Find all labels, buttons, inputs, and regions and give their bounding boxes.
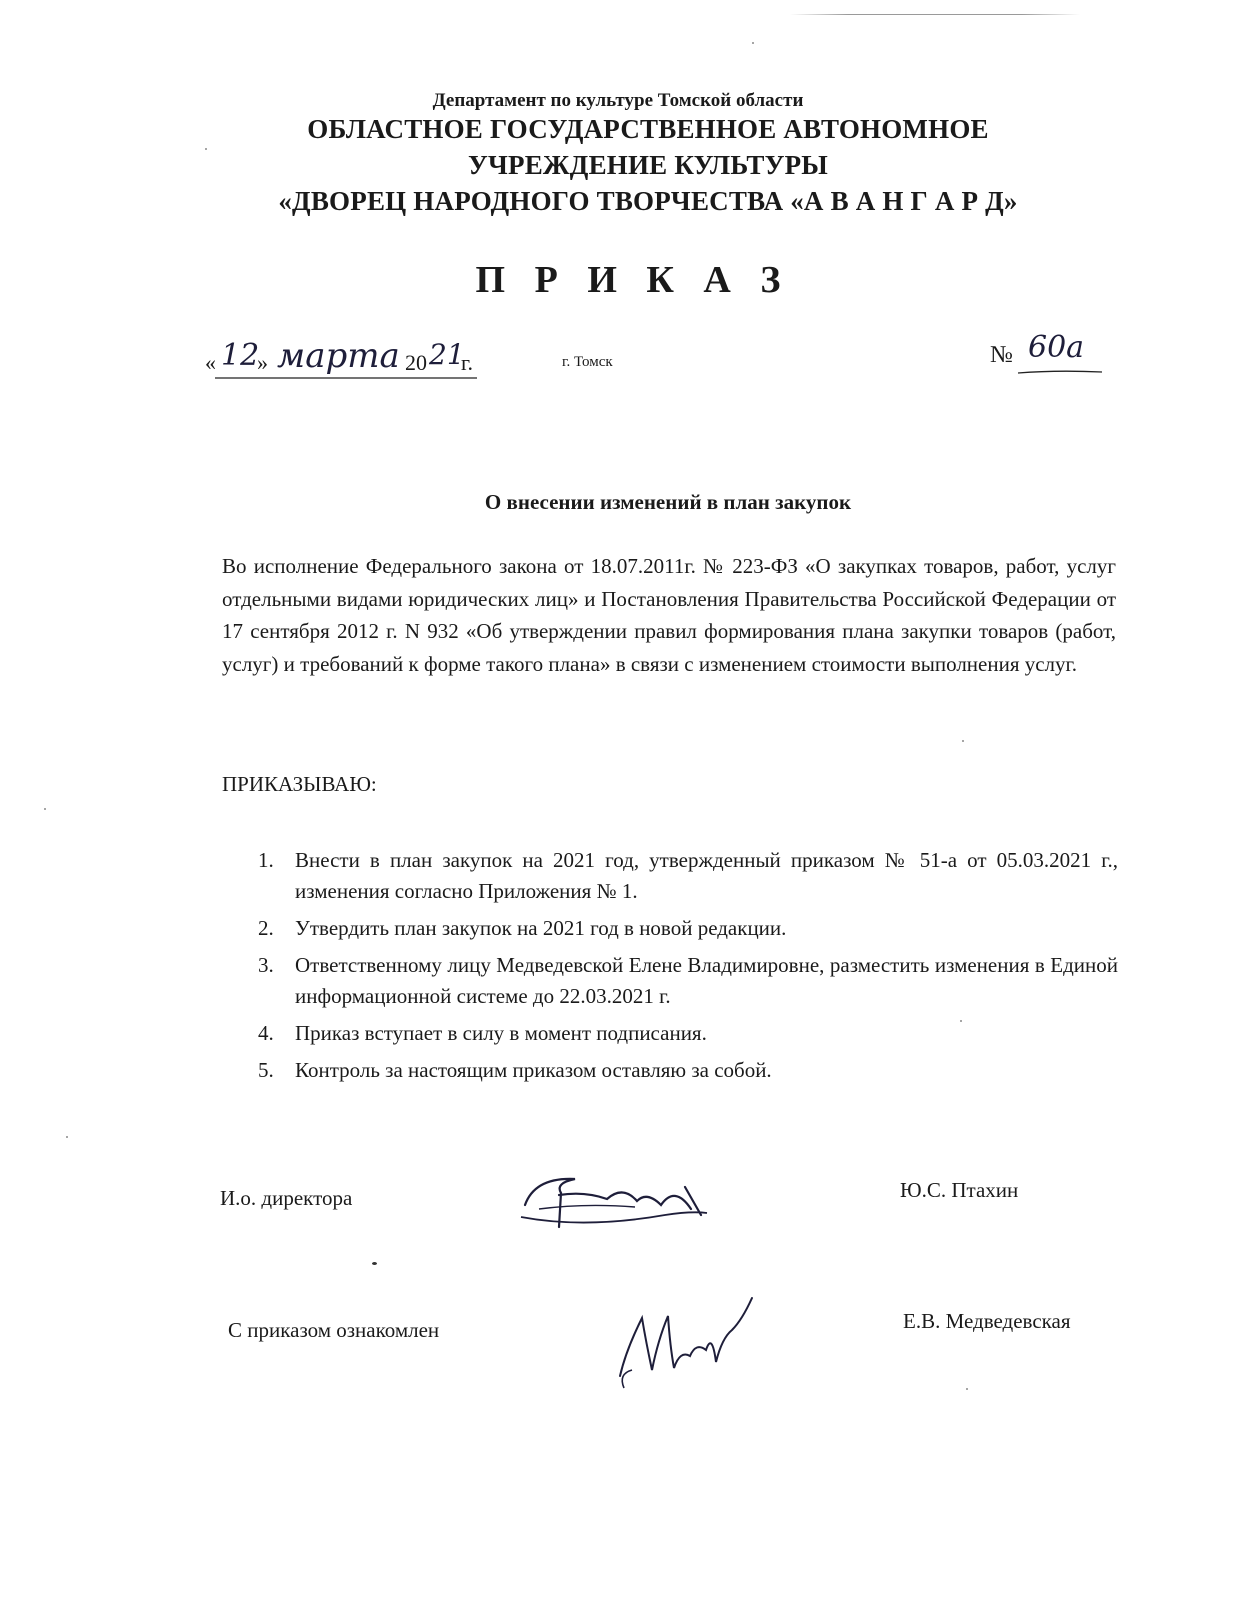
list-item <box>258 913 1118 944</box>
list-item-number: 5. <box>258 1058 274 1082</box>
scan-artifact-line <box>790 14 1080 15</box>
list-item-text: Контроль за настоящим приказом оставляю за собой. <box>295 1058 772 1082</box>
organization-line-2: УЧРЕЖДЕНИЕ КУЛЬТУРЫ <box>467 150 829 180</box>
employee-name: Е.В. Медведевская <box>903 1309 1071 1333</box>
list-item-text: Приказ вступает в силу в момент подписания. <box>295 1021 707 1045</box>
list-item <box>258 1018 1118 1049</box>
scan-speck <box>44 808 46 810</box>
list-item-text: Утвердить план закупок на 2021 год в новой редакции. <box>295 916 787 940</box>
scan-speck <box>66 1136 68 1138</box>
organization-line-3: «ДВОРЕЦ НАРОДНОГО ТВОРЧЕСТВА «А В А Н Г А Р Д» <box>278 186 1018 216</box>
order-number-handwritten: 60а <box>1028 330 1085 365</box>
order-number-underline <box>1016 370 1106 376</box>
scan-speck <box>962 740 964 742</box>
acknowledged-label: С приказом ознакомлен <box>228 1318 440 1342</box>
list-item-text: Внести в план закупок на 2021 год, утвержденный приказом № 51-а от 05.03.2021 г., изменения согласно Приложения № 1. <box>295 848 1118 903</box>
director-signature <box>515 1165 715 1235</box>
list-item-number: 2. <box>258 916 274 940</box>
list-item <box>258 845 1118 907</box>
document-title: П Р И К А З <box>475 259 791 301</box>
director-title: И.о. директора <box>220 1186 353 1210</box>
order-subject: О внесении изменений в план закупок <box>484 490 852 514</box>
list-item <box>258 950 1118 1012</box>
order-number-label: № <box>990 342 1013 368</box>
date-year-handwritten: 21 <box>429 338 465 371</box>
employee-signature <box>612 1290 772 1400</box>
date-month-handwritten: марта <box>277 336 400 376</box>
order-date <box>205 336 505 386</box>
list-item <box>258 1055 1118 1086</box>
date-day-handwritten: 12 <box>221 338 260 373</box>
list-item-number: 4. <box>258 1021 274 1045</box>
order-items-list <box>258 845 1118 1092</box>
list-item-text: Ответственному лицу Медведевской Елене Владимировне, разместить изменения в Единой информационной системе до 22.03.2021 г. <box>295 953 1118 1008</box>
scan-speck <box>966 1388 968 1390</box>
date-underline <box>215 376 485 380</box>
date-year-prefix: 20 <box>405 350 427 375</box>
city: г. Томск <box>562 354 613 370</box>
scan-speck <box>752 42 754 44</box>
list-item-number: 1. <box>258 848 274 872</box>
department-name: Департамент по культуре Томской области <box>432 90 804 111</box>
scan-speck <box>372 1262 377 1265</box>
order-word: ПРИКАЗЫВАЮ: <box>222 772 377 796</box>
date-year-suffix: г. <box>461 350 474 375</box>
director-name: Ю.С. Птахин <box>900 1178 1019 1202</box>
date-open-quote: « <box>205 350 216 375</box>
organization-line-1: ОБЛАСТНОЕ ГОСУДАРСТВЕННОЕ АВТОНОМНОЕ <box>307 114 989 144</box>
preamble-paragraph: Во исполнение Федерального закона от 18.07.2011г. № 223-ФЗ «О закупках товаров, работ, услуг отдельными видами юридических лиц» и Постановления Правительства Российской Федерации от 17 сентября 2012 г. N 932 «Об утверждении правил формирования плана закупки товаров (работ, услуг) и требований к форме такого плана» в связи с изменением стоимости выполнения услуг. <box>222 554 1116 676</box>
date-close-quote: » <box>257 350 268 375</box>
list-item-number: 3. <box>258 953 274 977</box>
